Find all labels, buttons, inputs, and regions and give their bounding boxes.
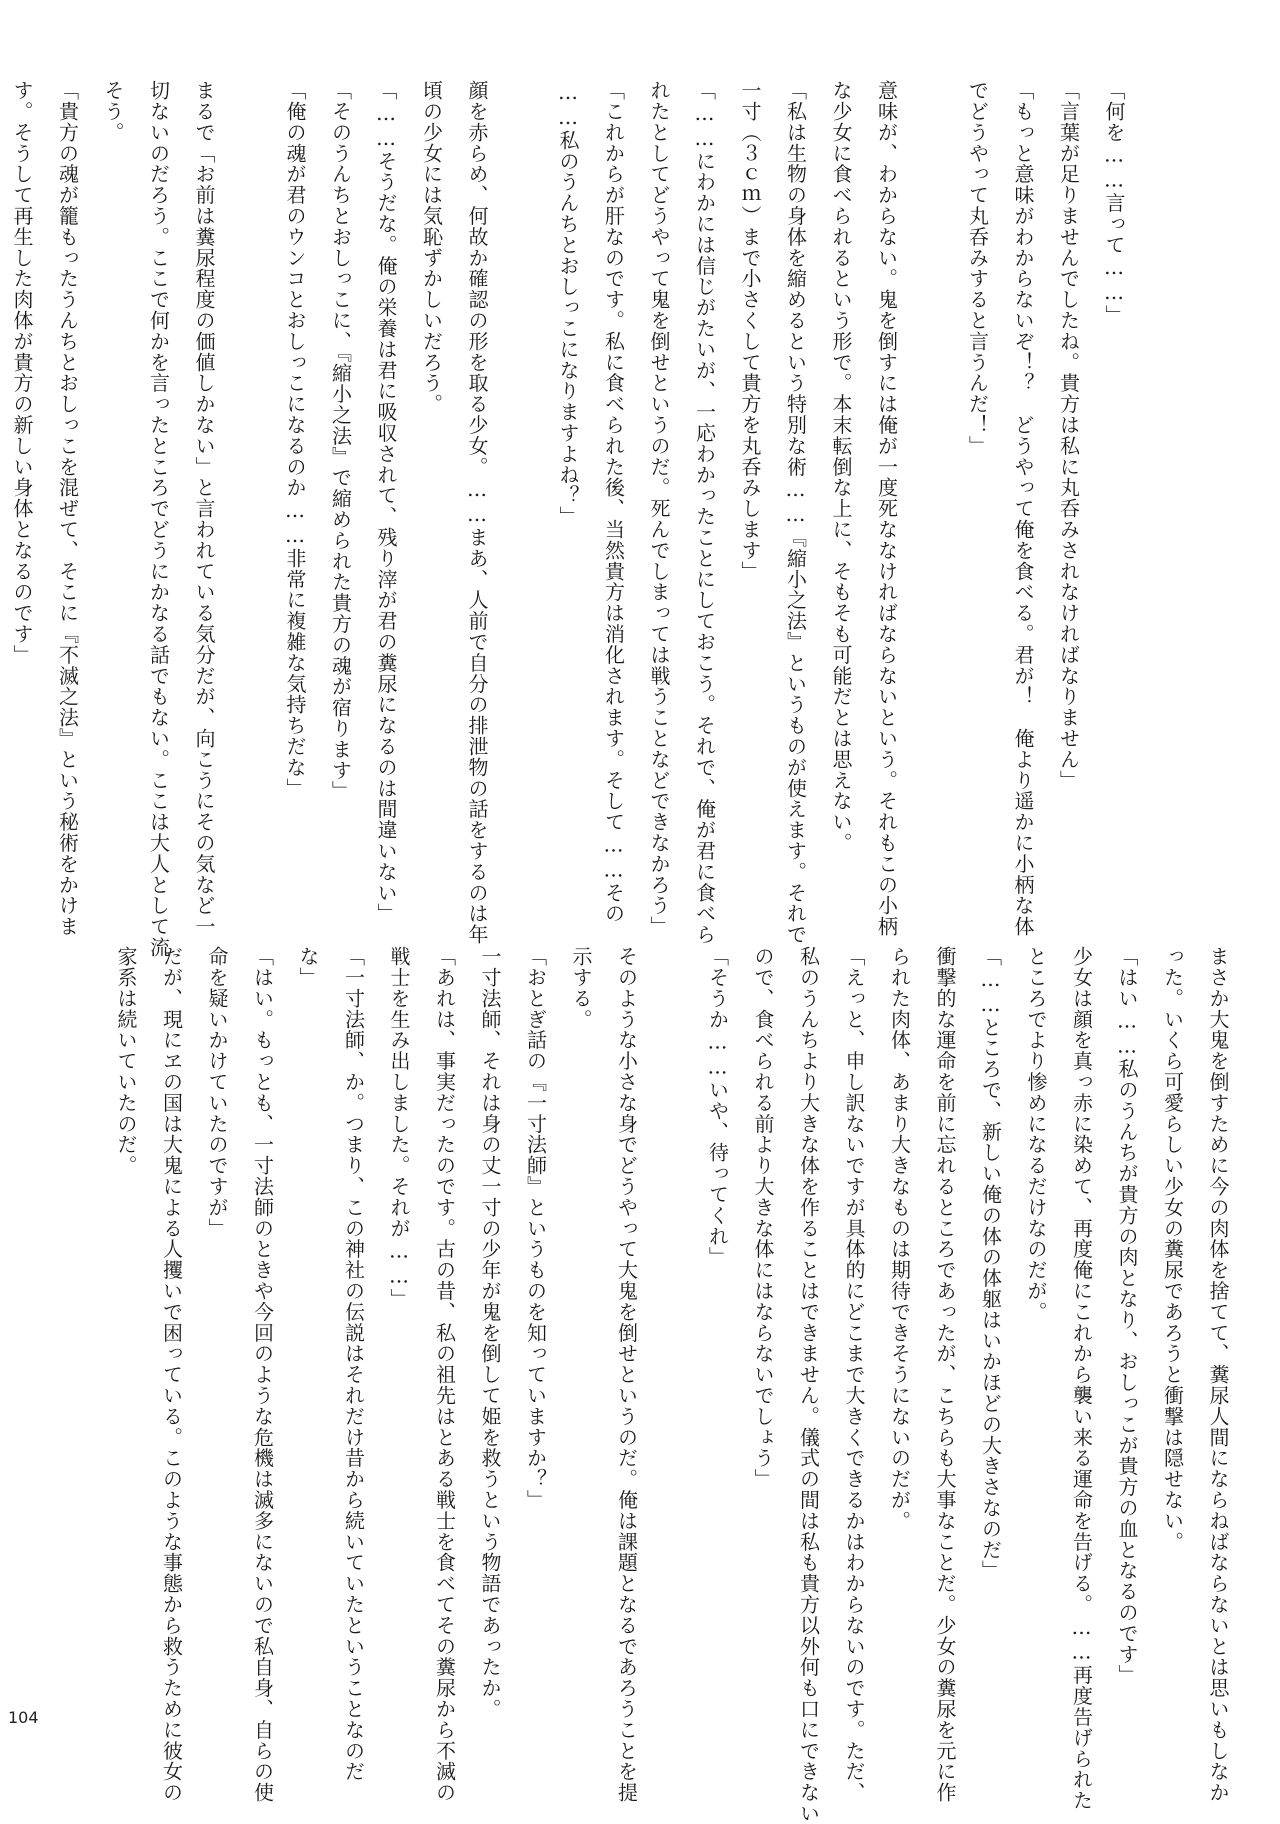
text-line: 「一寸法師、か。つまり、この神社の伝説はそれだけ昔から続いていたということなのだ [341, 946, 366, 1782]
text-line: 「貴方の魂が籠もったうんちとおしっこを混ぜて、そこに『不滅之法』という秘術をかけま [55, 80, 80, 937]
text-line: 「はい……私のうんちが貴方の肉となり、おしっこが貴方の血となるのです」 [1115, 946, 1139, 1686]
text-line: 「もっと意味がわからないぞ！？ どうやって俺を食べる。君が！ 俺より遥かに小柄な体 [1011, 80, 1035, 937]
text-line [499, 80, 545, 900]
text-line: 家系は続いていたのだ。 [114, 946, 138, 1176]
text-line: まさか大鬼を倒すために今の肉体を捨てて、糞尿人間にならねばならないとは思いもしなか [1206, 946, 1230, 1803]
text-line [649, 946, 695, 1766]
text-line: った。いくら可愛らしい少女の糞尿であろうと衝撃は隠せない。 [1160, 946, 1185, 1553]
text-line: 意味が、わからない。鬼を倒すには俺が一度死ななければならないという。それもこの小柄 [874, 80, 899, 937]
text-line: な少女に食べられるという形で。本末転倒な上に、そもそも可能だとは思えない。 [829, 80, 853, 854]
text-line: 一寸（３ｃｍ）まで小さくして貴方を丸呑みします」 [738, 80, 762, 582]
text-line: 「これからが肝なのです。私に食べられた後、当然貴方は消化されます。そして……その [601, 80, 626, 924]
text-line: 「あれは、事実だったのです。古の昔、私の祖先はとある戦士を食べてその糞尿から不滅の [432, 946, 457, 1803]
text-line: 「はい。もっとも、一寸法師のときや今回のような危機は滅多にないので私自身、自らの使 [250, 946, 275, 1803]
text-line: ので、食べられる前より大きな体にはならないでしょう」 [751, 946, 775, 1490]
text-line: 示する。 [569, 946, 593, 1030]
text-line: 一寸法師、それは身の丈一寸の少年が鬼を倒して姫を救うという物語であったか。 [478, 946, 502, 1720]
text-line: 「俺の魂が君のウンコとおしっこになるのか……非常に複雑な気持ちだな」 [283, 80, 307, 799]
text-line: 衝撃的な運命を前に忘れるところであったが、こちらも大事なことだ。少女の糞尿を元に作 [933, 946, 957, 1803]
text-line: ……私のうんちとおしっこになりますよね？」 [556, 80, 580, 527]
text-line: れたとしてどうやって鬼を倒せというのだ。死んでしまっては戦うことなどできなかろう」 [647, 80, 671, 937]
text-line: な」 [296, 946, 320, 988]
text-line: 「……そうだな。俺の栄養は君に吸収されて、残り滓が君の糞尿になるのは間違いない」 [374, 80, 398, 924]
text-line: 「おとぎ話の『一寸法師』というものを知っていますか？」 [523, 946, 548, 1511]
text-line: 戦士を生み出しました。それが……」 [387, 946, 411, 1310]
text-block-top [10, 80, 1136, 958]
text-line: まるで「お前は糞尿程度の価値しかない」と言われている気分だが、向こうにその気など一 [192, 80, 216, 937]
text-line: 「えっと、申し訳ないですが具体的にどこまで大きくできるかはわからないのです。ただ、 [842, 946, 866, 1803]
page-number: 104 [8, 1708, 39, 1727]
text-line: そのような小さな身でどうやって大鬼を倒せというのだ。俺は課題となるであろうことを提 [614, 946, 639, 1803]
text-line [909, 80, 955, 900]
text-block-bottom [114, 946, 1240, 1824]
text-line: 少女は顔を真っ赤に染めて、再度俺にこれから襲い来る運命を告げる。……再度告げられた [1069, 946, 1094, 1811]
text-line: 命を疑いかけていたのですが」 [205, 946, 229, 1239]
text-line: 「何を……言って……」 [1102, 80, 1126, 326]
text-line: 頃の少女には気恥ずかしいだろう。 [419, 80, 444, 415]
text-line: られた肉体、あまり大きなものは期待できそうにないのだが。 [887, 946, 912, 1532]
text-line: だが、現にヱの国は大鬼による人攫いで困っている。このような事態から救うために彼女の [159, 946, 184, 1803]
text-line: ところでより惨めになるだけなのだが。 [1024, 946, 1048, 1323]
text-line: でどうやって丸呑みすると言うんだ！」 [965, 80, 990, 457]
text-line: そう。 [101, 80, 125, 143]
text-line: 「……にわかには信じがたいが、一応わかったことにしておこう。それで、俺が君に食べら [692, 80, 717, 945]
text-line: 「……ところで、新しい俺の体の体躯はいかほどの大きさなのだ」 [978, 946, 1003, 1581]
text-line: す。そうして再生した肉体が貴方の新しい身体となるのです」 [10, 80, 34, 666]
text-line [226, 80, 272, 900]
text-line: 私のうんちより大きな体を作ることはできません。儀式の間は私も貴方以外何も口にできない [796, 946, 821, 1824]
text-line: 「言葉が足りませんでしたね。貴方は私に丸呑みされなければなりません」 [1056, 80, 1081, 791]
text-line: 「そのうんちとおしっこに、『縮小之法』で縮められた貴方の魂が宿ります」 [328, 80, 353, 802]
text-line: 顔を赤らめ、何故か確認の形を取る少女。……まあ、人前で自分の排泄物の話をするのは年 [465, 80, 489, 945]
text-line: 「私は生物の身体を縮めるという特別な術……『縮小之法』というものが使えます。それで [783, 80, 808, 945]
text-line: 切ないのだろう。ここで何かを言ったところでどうにかなる話でもない。ここは大人として流 [146, 80, 171, 958]
text-line: 「そうか……いや、待ってくれ」 [705, 946, 730, 1268]
